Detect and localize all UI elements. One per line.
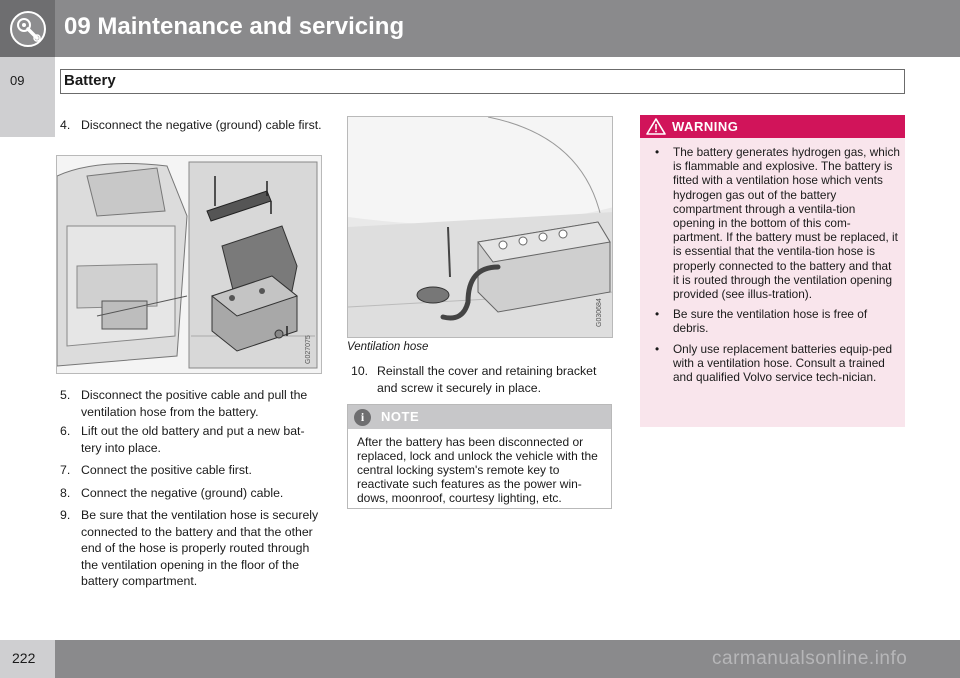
- ventilation-hose-illustration: [348, 117, 613, 338]
- list-item: [650, 307, 900, 335]
- page-number: 222: [12, 650, 36, 666]
- step-number: 7.: [60, 463, 71, 477]
- step-number: 4.: [60, 118, 71, 132]
- chapter-icon-box: [0, 0, 55, 57]
- figure-code: G030684: [596, 298, 603, 327]
- step-text: Connect the positive cable first.: [81, 463, 252, 477]
- step-number: 9.: [60, 508, 71, 522]
- bullet: •: [655, 307, 660, 322]
- step-8: [60, 485, 325, 502]
- step-number: 5.: [60, 388, 71, 402]
- bullet: •: [655, 341, 660, 356]
- step-text: Disconnect the positive cable and pull the ventilation hose from the battery.: [81, 388, 308, 419]
- battery-removal-illustration: [57, 156, 322, 374]
- info-icon: i: [354, 409, 371, 426]
- warning-text: The battery generates hydrogen gas, which is flammable and explosive. The battery is fitted with a ventilation hose which vents hydrogen gas out of the battery compartment through a ventila-tion opening in the bottom of this com-partment. If the battery must be replaced, it is essential that the ventila-tion hose is properly connected to the battery and that it is routed through the ventilation opening provided (see illus-tration).: [673, 145, 900, 302]
- step-text: Connect the negative (ground) cable.: [81, 486, 284, 500]
- chapter-tab-number: 09: [10, 73, 25, 88]
- warning-title: WARNING: [672, 119, 739, 134]
- step-text: Disconnect the negative (ground) cable first.: [81, 118, 322, 132]
- warning-box: [640, 115, 905, 427]
- step-4: [60, 117, 325, 134]
- warning-text: Be sure the ventilation hose is free of debris.: [673, 307, 868, 336]
- wrench-gear-icon: [9, 10, 47, 48]
- battery-removal-figure: [56, 155, 322, 374]
- note-text: After the battery has been disconnected or replaced, lock and unlock the vehicle with the central locking system's remote key to reactivate such features as the power win-dows, moonroof, courtesy lighting, etc.: [357, 435, 598, 505]
- ventilation-hose-figure: [347, 116, 613, 338]
- warning-header: [640, 115, 905, 138]
- step-9: [60, 507, 325, 590]
- note-title: NOTE: [381, 409, 420, 424]
- chapter-side-tab: [0, 57, 55, 137]
- step-text: Reinstall the cover and retaining bracket and screw it securely in place.: [377, 364, 597, 395]
- bullet: •: [655, 145, 660, 159]
- list-item: [650, 342, 900, 385]
- step-10: [351, 363, 613, 396]
- step-text: Lift out the old battery and put a new bat-tery into place.: [81, 424, 305, 455]
- figure-caption: Ventilation hose: [347, 341, 429, 353]
- step-number: 10.: [351, 364, 369, 378]
- step-5: [60, 387, 325, 420]
- step-7: [60, 462, 325, 479]
- section-bar: [60, 69, 905, 94]
- note-box: [347, 404, 612, 509]
- warning-text: Only use replacement batteries equip-ped with a ventilation hose. Consult a trained and qualified Volvo service tech-nician.: [673, 341, 893, 385]
- chapter-title: 09 Maintenance and servicing: [64, 13, 405, 40]
- step-number: 6.: [60, 424, 71, 438]
- list-item: [650, 145, 900, 301]
- note-header: [348, 405, 611, 429]
- watermark: carmanualsonline.info: [712, 648, 908, 669]
- step-number: 8.: [60, 486, 71, 500]
- step-6: [60, 423, 325, 456]
- step-text: Be sure that the ventilation hose is securely connected to the battery and that the other end of the hose is properly routed through the ventilation opening in the floor of the battery compartment.: [81, 508, 319, 588]
- warning-list: [650, 145, 900, 390]
- figure-code: G027075: [305, 335, 312, 364]
- warning-triangle-icon: [646, 118, 666, 135]
- section-title: Battery: [64, 72, 116, 89]
